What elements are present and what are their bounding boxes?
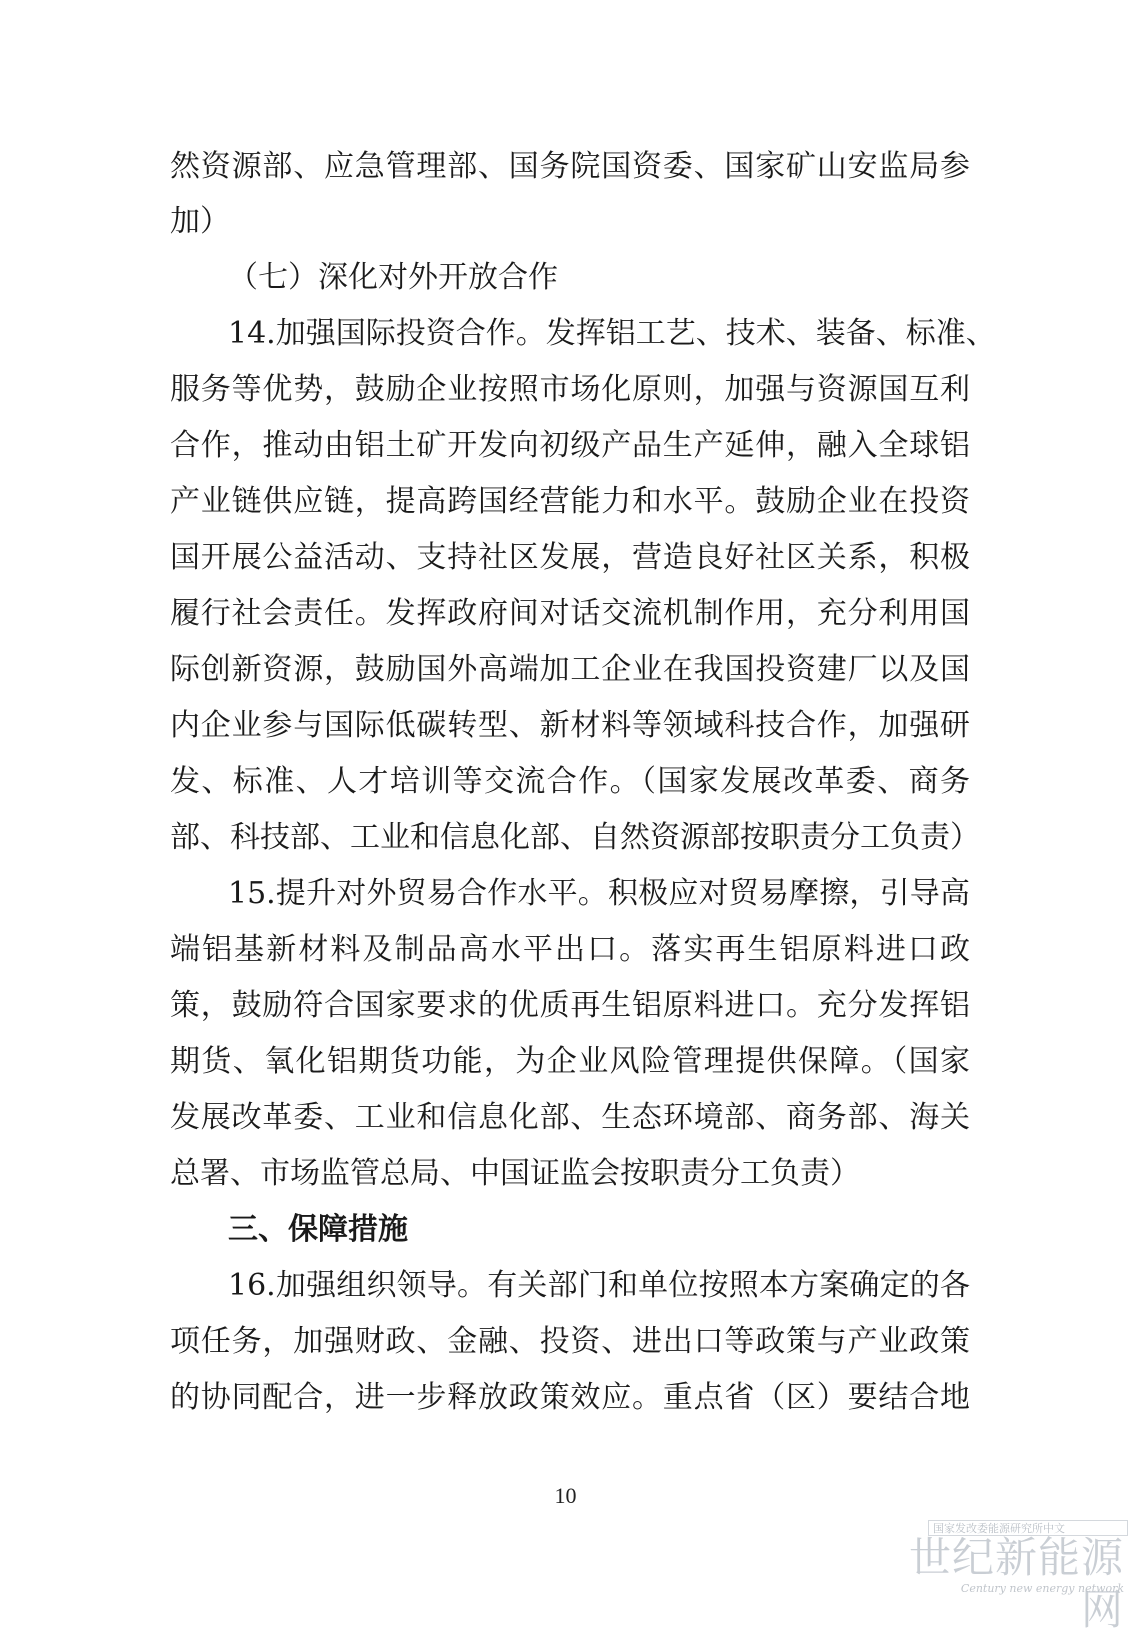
text-line: 期货、氧化铝期货功能，为企业风险管理提供保障。（国家 — [170, 1044, 970, 1079]
text-line: 总署、市场监管总局、中国证监会按职责分工负责） — [170, 1156, 860, 1191]
text-line: 项任务，加强财政、金融、投资、进出口等政策与产业政策 — [170, 1324, 970, 1359]
page-number: 10 — [554, 1483, 577, 1508]
text-line: 加） — [170, 204, 230, 239]
section-heading: （七）深化对外开放合作 — [228, 260, 558, 295]
paragraph-start: 14.加强国际投资合作。发挥铝工艺、技术、装备、标准、 — [228, 316, 996, 351]
text-line: 产业链供应链，提高跨国经营能力和水平。鼓励企业在投资 — [170, 484, 970, 519]
text-line: 服务等优势，鼓励企业按照市场化原则，加强与资源国互利 — [170, 372, 970, 407]
watermark-top-text: 国家发改委能源研究所中文 — [928, 1520, 1128, 1536]
text-line: 履行社会责任。发挥政府间对话交流机制作用，充分利用国 — [170, 596, 970, 631]
watermark-subtitle: Century new energy network — [960, 1582, 1124, 1595]
paragraph-start: 16.加强组织领导。有关部门和单位按照本方案确定的各 — [228, 1268, 970, 1303]
text-line: 端铝基新材料及制品高水平出口。落实再生铝原料进口政 — [170, 932, 970, 967]
text-line: 际创新资源，鼓励国外高端加工企业在我国投资建厂以及国 — [170, 652, 970, 687]
watermark-logo-text: 世纪新能源网 — [908, 1533, 1124, 1634]
text-line: 然资源部、应急管理部、国务院国资委、国家矿山安监局参 — [170, 149, 970, 184]
text-line: 策，鼓励符合国家要求的优质再生铝原料进口。充分发挥铝 — [170, 988, 970, 1023]
text-line: 内企业参与国际低碳转型、新材料等领域科技合作，加强研 — [170, 708, 970, 743]
text-line: 发展改革委、工业和信息化部、生态环境部、商务部、海关 — [170, 1100, 970, 1135]
text-line: 的协同配合，进一步释放政策效应。重点省（区）要结合地 — [170, 1380, 970, 1415]
section-heading: 三、保障措施 — [228, 1212, 408, 1247]
text-line: 合作，推动由铝土矿开发向初级产品生产延伸，融入全球铝 — [170, 428, 970, 463]
paragraph-start: 15.提升对外贸易合作水平。积极应对贸易摩擦，引导高 — [228, 876, 970, 911]
text-line: 部、科技部、工业和信息化部、自然资源部按职责分工负责） — [170, 820, 980, 855]
text-line: 发、标准、人才培训等交流合作。（国家发展改革委、商务 — [170, 764, 970, 799]
text-line: 国开展公益活动、支持社区发展，营造良好社区关系，积极 — [170, 540, 970, 575]
